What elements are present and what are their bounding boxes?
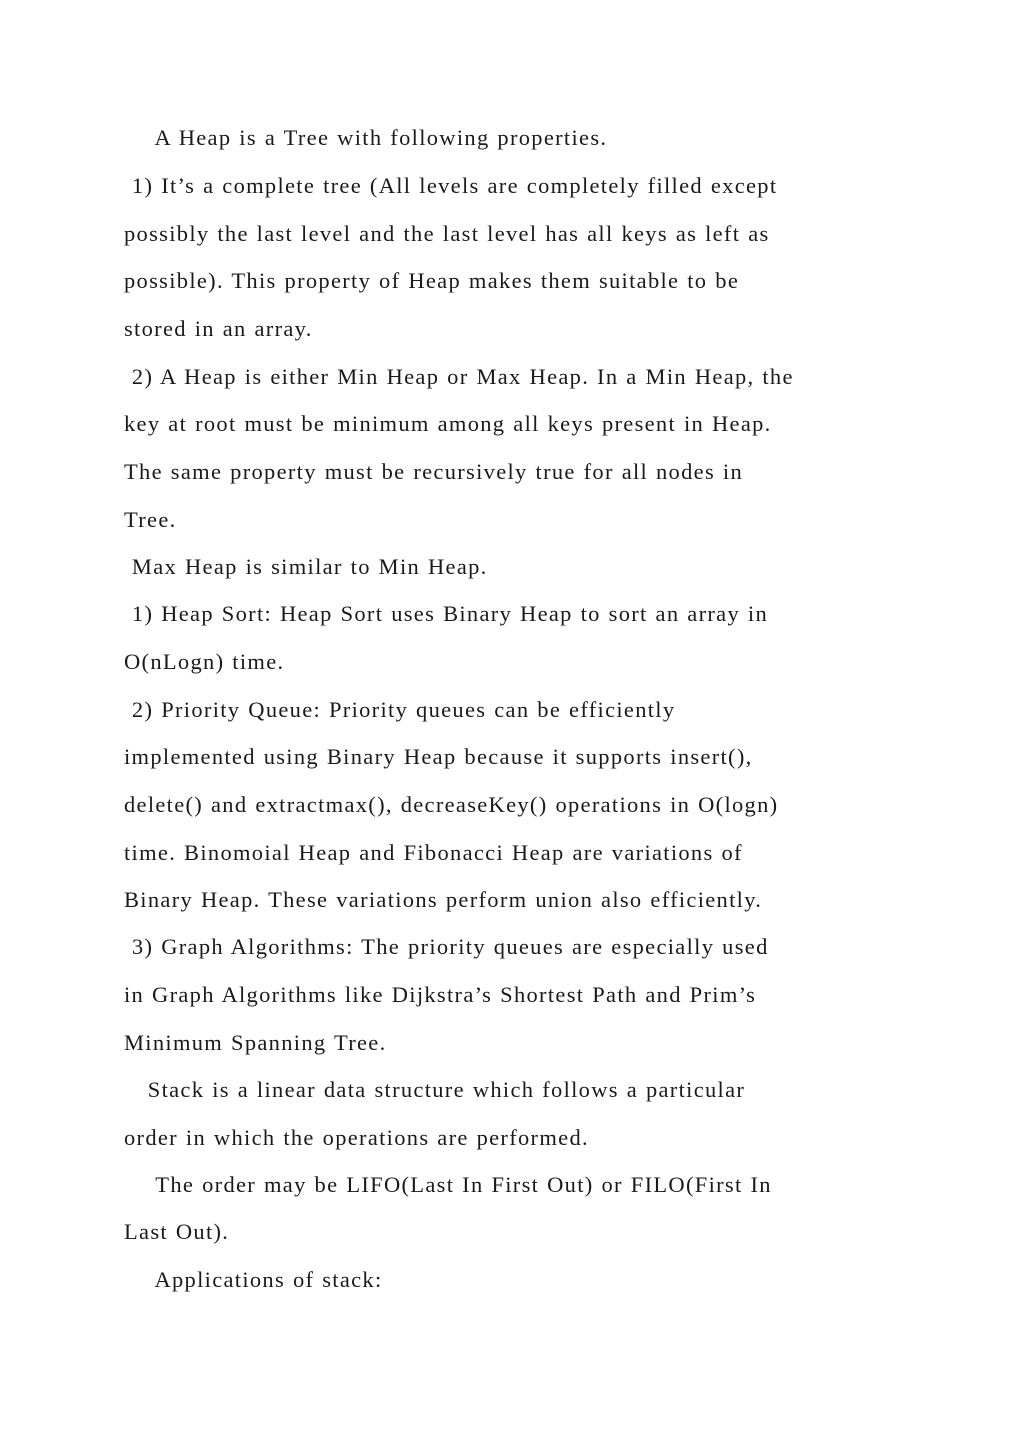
text-line: 1) Heap Sort: Heap Sort uses Binary Heap to sort an array in bbox=[124, 601, 769, 626]
text-line: time. Binomoial Heap and Fibonacci Heap are variations of bbox=[124, 840, 743, 865]
text-line: delete() and extractmax(), decreaseKey() operations in O(logn) bbox=[124, 792, 779, 817]
text-line: 3) Graph Algorithms: The priority queues are especially used bbox=[124, 934, 769, 959]
text-line: 2) Priority Queue: Priority queues can be efficiently bbox=[124, 697, 676, 722]
text-line: 2) A Heap is either Min Heap or Max Heap. In a Min Heap, the bbox=[124, 364, 794, 389]
text-line: Last Out). bbox=[124, 1219, 230, 1244]
text-line: Tree. bbox=[124, 507, 177, 532]
text-line: in Graph Algorithms like Dijkstra’s Shortest Path and Prim’s bbox=[124, 982, 757, 1007]
text-line: Stack is a linear data structure which follows a particular bbox=[124, 1077, 746, 1102]
text-line: Minimum Spanning Tree. bbox=[124, 1030, 387, 1055]
text-line: The order may be LIFO(Last In First Out) or FILO(First In bbox=[124, 1172, 772, 1197]
text-line: order in which the operations are performed. bbox=[124, 1125, 589, 1150]
text-line: 1) It’s a complete tree (All levels are completely filled except bbox=[124, 173, 778, 198]
text-line: possible). This property of Heap makes them suitable to be bbox=[124, 268, 740, 293]
text-line: O(nLogn) time. bbox=[124, 649, 285, 674]
text-line: A Heap is a Tree with following properties. bbox=[124, 125, 608, 150]
text-line: implemented using Binary Heap because it supports insert(), bbox=[124, 744, 753, 769]
text-line: key at root must be minimum among all keys present in Heap. bbox=[124, 411, 772, 436]
text-line: Applications of stack: bbox=[124, 1267, 383, 1292]
text-line: Max Heap is similar to Min Heap. bbox=[124, 554, 488, 579]
text-line: possibly the last level and the last level has all keys as left as bbox=[124, 221, 770, 246]
text-line: The same property must be recursively true for all nodes in bbox=[124, 459, 744, 484]
text-line: stored in an array. bbox=[124, 316, 313, 341]
text-line: Binary Heap. These variations perform union also efficiently. bbox=[124, 887, 763, 912]
